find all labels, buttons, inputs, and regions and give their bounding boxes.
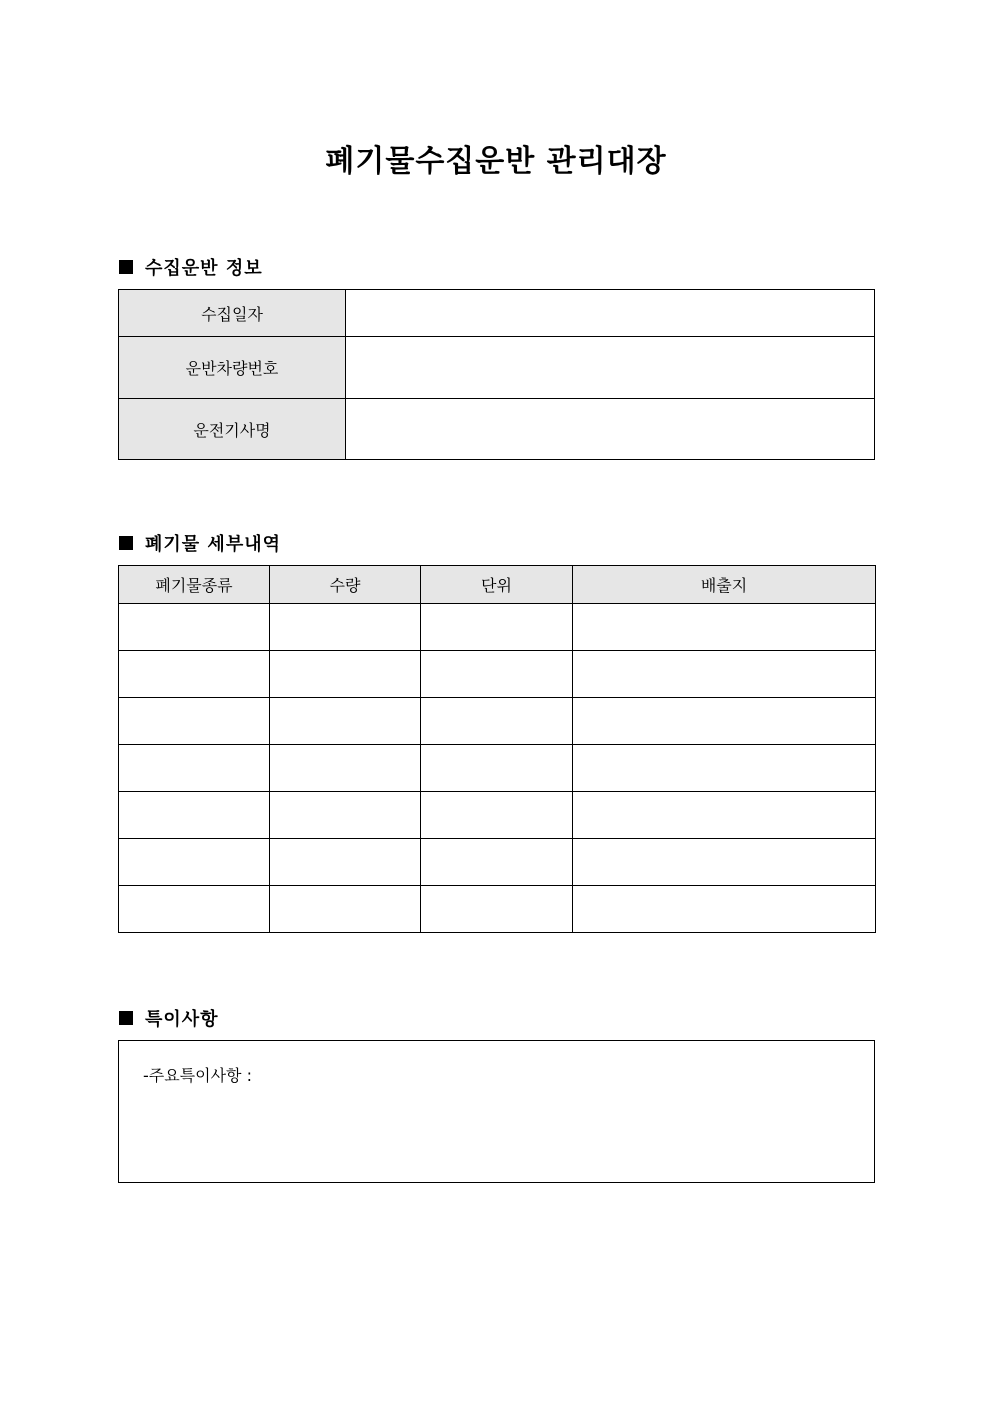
square-bullet-icon <box>119 260 133 274</box>
table-row <box>119 839 876 886</box>
cell-waste-type[interactable] <box>119 651 270 698</box>
label-vehicle-number: 운반차량번호 <box>119 337 346 399</box>
section-heading-text: 폐기물 세부내역 <box>145 534 281 555</box>
cell-quantity[interactable] <box>270 651 421 698</box>
cell-quantity[interactable] <box>270 886 421 933</box>
square-bullet-icon <box>119 1011 133 1025</box>
cell-unit[interactable] <box>421 745 573 792</box>
remarks-box[interactable] <box>118 1040 875 1183</box>
waste-details-table <box>118 565 876 933</box>
label-driver-name: 운전기사명 <box>119 399 346 460</box>
table-header-row <box>119 566 876 604</box>
cell-unit[interactable] <box>421 792 573 839</box>
table-row <box>119 399 875 460</box>
cell-quantity[interactable] <box>270 792 421 839</box>
cell-unit[interactable] <box>421 604 573 651</box>
cell-waste-type[interactable] <box>119 792 270 839</box>
cell-origin[interactable] <box>573 651 876 698</box>
table-row <box>119 290 875 337</box>
square-bullet-icon <box>119 536 133 550</box>
cell-origin[interactable] <box>573 792 876 839</box>
cell-waste-type[interactable] <box>119 745 270 792</box>
table-row <box>119 745 876 792</box>
table-row <box>119 651 876 698</box>
cell-quantity[interactable] <box>270 839 421 886</box>
cell-quantity[interactable] <box>270 604 421 651</box>
cell-origin[interactable] <box>573 745 876 792</box>
column-header-origin: 배출지 <box>573 566 876 604</box>
table-row <box>119 886 876 933</box>
cell-origin[interactable] <box>573 886 876 933</box>
cell-waste-type[interactable] <box>119 698 270 745</box>
table-row <box>119 604 876 651</box>
cell-waste-type[interactable] <box>119 839 270 886</box>
table-row <box>119 698 876 745</box>
cell-unit[interactable] <box>421 886 573 933</box>
field-collection-date[interactable] <box>346 290 875 337</box>
section-heading-remarks <box>119 1005 219 1031</box>
section-heading-text: 수집운반 정보 <box>145 258 263 279</box>
cell-unit[interactable] <box>421 839 573 886</box>
table-row <box>119 792 876 839</box>
section-heading-transport-info <box>119 254 263 280</box>
cell-origin[interactable] <box>573 604 876 651</box>
cell-waste-type[interactable] <box>119 604 270 651</box>
cell-origin[interactable] <box>573 839 876 886</box>
column-header-waste-type: 폐기물종류 <box>119 566 270 604</box>
document-title: 폐기물수집운반 관리대장 <box>325 144 667 179</box>
cell-unit[interactable] <box>421 698 573 745</box>
cell-unit[interactable] <box>421 651 573 698</box>
column-header-quantity: 수량 <box>270 566 421 604</box>
cell-origin[interactable] <box>573 698 876 745</box>
section-heading-text: 특이사항 <box>145 1009 219 1030</box>
transport-info-table <box>118 289 875 460</box>
label-collection-date: 수집일자 <box>119 290 346 337</box>
column-header-unit: 단위 <box>421 566 573 604</box>
field-vehicle-number[interactable] <box>346 337 875 399</box>
cell-waste-type[interactable] <box>119 886 270 933</box>
field-driver-name[interactable] <box>346 399 875 460</box>
section-heading-waste-details <box>119 530 281 556</box>
cell-quantity[interactable] <box>270 745 421 792</box>
table-row <box>119 337 875 399</box>
cell-quantity[interactable] <box>270 698 421 745</box>
remarks-content: -주요특이사항 : <box>143 1066 252 1085</box>
